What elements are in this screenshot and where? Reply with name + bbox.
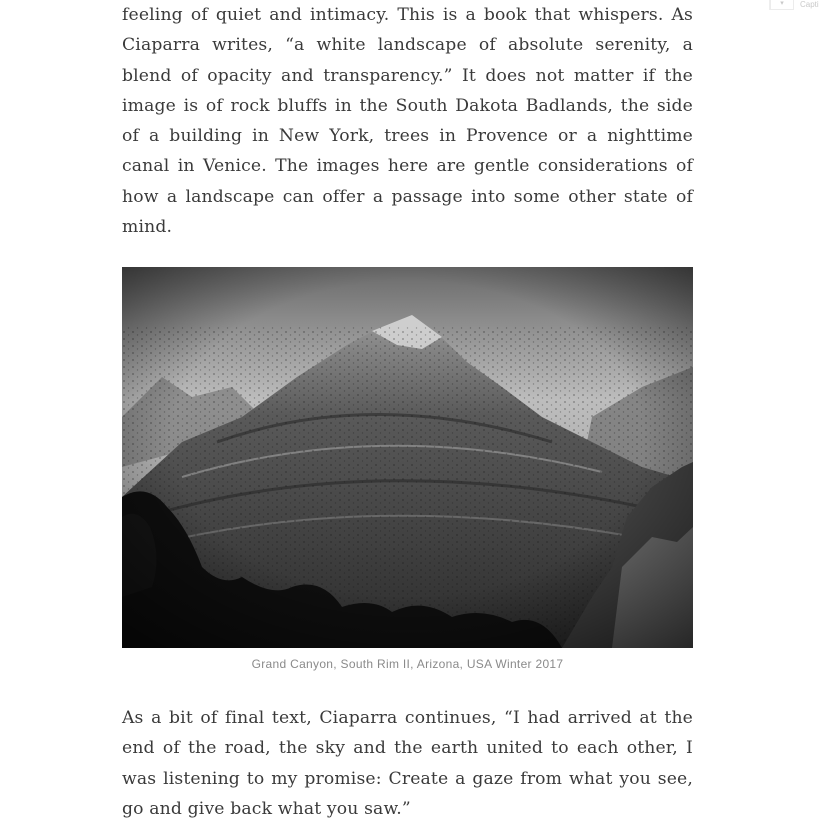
caption-toggle-label: Capti — [800, 0, 819, 9]
chevron-down-icon[interactable]: ▾ — [770, 0, 794, 10]
photo-caption: Grand Canyon, South Rim II, Arizona, USA Winter 2017 — [251, 657, 564, 671]
article-photo — [122, 267, 693, 648]
article-paragraph: feeling of quiet and intimacy. This is a book that whispers. As Ciaparra writes, “a white landscape of absolute serenity, a blend of opacity and transparency.” It does not matter if the image is of rock bluffs in the South Dakota Badlands, the side of a building in New York, trees in Provence or a nighttime canal in Venice. The images here are gentle considerations of how a landscape can offer a passage into some other state of mind. — [122, 5, 693, 238]
caption-toggle-widget[interactable] — [769, 0, 832, 10]
mountain-photo-image — [122, 267, 693, 648]
article-paragraph: As a bit of final text, Ciaparra continues, “I had arrived at the end of the road, the sky and the earth united to each other, I was listening to my promise: Create a gaze from what you see, go and give back what you saw.” — [122, 708, 693, 819]
